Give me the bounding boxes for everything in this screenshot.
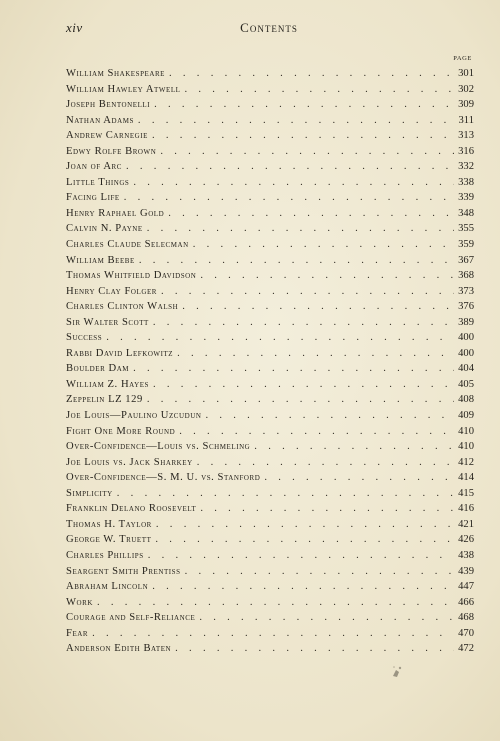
- toc-entry: [66, 315, 474, 331]
- toc-entry-title: Over-Confidence—S. M. U. vs. Stanford: [66, 472, 261, 484]
- toc-entry: [66, 159, 474, 175]
- toc-entry-page-number: 421: [458, 518, 474, 530]
- toc-entry: [66, 361, 474, 377]
- toc-entry-title: Seargent Smith Prentiss: [66, 565, 181, 577]
- toc-entry-title: Charles Phillips: [66, 549, 144, 561]
- dot-leader: [134, 113, 454, 129]
- toc-entry-title: Fear: [66, 627, 89, 639]
- dot-leader: [180, 82, 454, 98]
- toc-entry-page-number: 438: [458, 549, 474, 561]
- toc-entry: [66, 548, 474, 564]
- dot-leader: [196, 268, 454, 284]
- toc-entry-page-number: 389: [458, 316, 474, 328]
- toc-entry-title: Nathan Adams: [66, 114, 134, 126]
- toc-entry-title: Zeppelin LZ 129: [66, 394, 143, 406]
- toc-entry-title: Over-Confidence—Louis vs. Schmeling: [66, 441, 251, 453]
- toc-entry: [66, 221, 474, 237]
- toc-entry-title: Rabbi David Lefkowitz: [66, 347, 174, 359]
- toc-entry-page-number: 367: [458, 254, 474, 266]
- toc-entry: [66, 268, 474, 284]
- dot-leader: [120, 190, 454, 206]
- toc-entry-page-number: 311: [458, 114, 474, 126]
- toc-entry-page-number: 447: [458, 581, 474, 593]
- toc-entry-title: Charles Clinton Walsh: [66, 301, 179, 313]
- dot-leader: [171, 641, 454, 657]
- toc-entry-title: Henry Clay Folger: [66, 285, 157, 297]
- dot-leader: [165, 66, 454, 82]
- toc-entry-page-number: 415: [458, 487, 474, 499]
- toc-entry-page-number: 410: [458, 441, 474, 453]
- toc-entry-page-number: 332: [458, 161, 474, 173]
- toc-entry-page-number: 338: [458, 176, 474, 188]
- toc-entry-title: Charles Claude Selecman: [66, 239, 189, 251]
- page-column-label: PAGE: [453, 55, 472, 62]
- toc-entry-title: Facing Life: [66, 192, 120, 204]
- toc-entry: [66, 408, 474, 424]
- dot-leader: [148, 128, 454, 144]
- dot-leader: [195, 610, 454, 626]
- toc-entry-title: Abraham Lincoln: [66, 581, 149, 593]
- toc-entry: [66, 346, 474, 362]
- toc-entry-title: William Shakespeare: [66, 68, 165, 79]
- dot-leader: [149, 377, 454, 393]
- dot-leader: [164, 206, 454, 222]
- toc-entry-page-number: 376: [458, 301, 474, 313]
- dot-leader: [129, 175, 454, 191]
- toc-entry-title: Fight One More Round: [66, 425, 176, 437]
- toc-entry-page-number: 426: [458, 534, 474, 546]
- toc-entry: [66, 237, 474, 253]
- toc-entry-page-number: 355: [458, 223, 474, 235]
- toc-entry-page-number: 466: [458, 596, 474, 608]
- toc-entry-page-number: 302: [458, 83, 474, 95]
- toc-entry-page-number: 404: [458, 363, 474, 375]
- toc-entry-title: William Z. Hayes: [66, 378, 149, 390]
- dot-leader: [93, 595, 454, 611]
- toc-entry-title: William Hawley Atwell: [66, 83, 181, 95]
- running-title: Contents: [240, 20, 298, 35]
- dot-leader: [143, 392, 454, 408]
- dot-leader: [178, 299, 454, 315]
- toc-entry: [66, 299, 474, 315]
- ink-speck-mark: [390, 664, 404, 680]
- dot-leader: [175, 424, 454, 440]
- toc-entry: [66, 579, 474, 595]
- toc-entry-title: Joseph Bentonelli: [66, 99, 151, 111]
- page-folio: xiv: [66, 20, 83, 35]
- toc-entry: [66, 82, 474, 98]
- toc-entry-title: Courage and Self-Reliance: [66, 612, 196, 624]
- toc-entry: [66, 128, 474, 144]
- toc-entry-title: Little Things: [66, 176, 130, 188]
- dot-leader: [181, 564, 454, 580]
- toc-entry-page-number: 412: [458, 456, 474, 468]
- toc-entry: [66, 66, 474, 82]
- toc-entry-page-number: 468: [458, 612, 474, 624]
- dot-leader: [152, 517, 454, 533]
- dot-leader: [148, 579, 454, 595]
- toc-entry-title: Work: [66, 596, 93, 608]
- toc-entry-title: George W. Truett: [66, 534, 152, 546]
- dot-leader: [193, 455, 454, 471]
- toc-entry: [66, 253, 474, 269]
- toc-entry-page-number: 359: [458, 239, 474, 251]
- toc-entry: [66, 532, 474, 548]
- toc-entry-page-number: 416: [458, 503, 474, 515]
- dot-leader: [149, 315, 454, 331]
- toc-entry-title: Sir Walter Scott: [66, 316, 149, 328]
- toc-entry-page-number: 400: [458, 347, 474, 359]
- toc-entry-title: Success: [66, 332, 103, 344]
- contents-list: [66, 66, 474, 657]
- toc-entry: [66, 626, 474, 642]
- page-header: [66, 20, 472, 40]
- toc-entry: [66, 486, 474, 502]
- dot-leader: [144, 548, 454, 564]
- dot-leader: [151, 532, 454, 548]
- toc-entry: [66, 206, 474, 222]
- toc-entry: [66, 392, 474, 408]
- toc-entry-page-number: 348: [458, 207, 474, 219]
- dot-leader: [156, 144, 454, 160]
- toc-entry-page-number: 313: [458, 130, 474, 142]
- toc-entry: [66, 564, 474, 580]
- toc-entry-title: William Beebe: [66, 254, 135, 266]
- toc-entry-title: Andrew Carnegie: [66, 130, 148, 142]
- toc-entry-title: Joan of Arc: [66, 161, 122, 173]
- dot-leader: [189, 237, 454, 253]
- dot-leader: [102, 330, 454, 346]
- toc-entry-page-number: 339: [458, 192, 474, 204]
- toc-entry-title: Joe Louis—Paulino Uzcudun: [66, 410, 202, 422]
- toc-entry-page-number: 409: [458, 410, 474, 422]
- toc-entry-page-number: 368: [458, 270, 474, 282]
- toc-entry: [66, 439, 474, 455]
- toc-entry: [66, 424, 474, 440]
- toc-entry-page-number: 316: [458, 145, 474, 157]
- dot-leader: [173, 346, 454, 362]
- dot-leader: [122, 159, 454, 175]
- toc-entry: [66, 175, 474, 191]
- toc-entry: [66, 97, 474, 113]
- toc-entry-page-number: 414: [458, 472, 474, 484]
- dot-leader: [250, 439, 454, 455]
- toc-entry: [66, 501, 474, 517]
- dot-leader: [157, 284, 454, 300]
- toc-entry-page-number: 309: [458, 99, 474, 111]
- toc-entry-page-number: 405: [458, 378, 474, 390]
- toc-entry: [66, 144, 474, 160]
- toc-entry-title: Anderson Edith Baten: [66, 643, 172, 655]
- dot-leader: [129, 361, 454, 377]
- toc-entry-title: Edwy Rolfe Brown: [66, 145, 157, 157]
- toc-entry: [66, 113, 474, 129]
- toc-entry: [66, 470, 474, 486]
- toc-entry-title: Boulder Dam: [66, 363, 130, 375]
- toc-entry-page-number: 301: [458, 68, 474, 79]
- toc-entry: [66, 610, 474, 626]
- toc-entry: [66, 455, 474, 471]
- toc-entry-title: Simplicity: [66, 487, 113, 499]
- toc-entry-title: Franklin Delano Roosevelt: [66, 503, 197, 515]
- dot-leader: [143, 221, 454, 237]
- toc-entry-title: Thomas Whitfield Davidson: [66, 270, 197, 282]
- toc-entry-page-number: 373: [458, 285, 474, 297]
- toc-entry: [66, 284, 474, 300]
- dot-leader: [201, 408, 454, 424]
- toc-entry-title: Joe Louis vs. Jack Sharkey: [66, 456, 193, 468]
- toc-entry: [66, 190, 474, 206]
- dot-leader: [113, 486, 454, 502]
- toc-entry-page-number: 408: [458, 394, 474, 406]
- toc-entry-page-number: 472: [458, 643, 474, 655]
- dot-leader: [135, 253, 454, 269]
- dot-leader: [196, 501, 454, 517]
- dot-leader: [260, 470, 454, 486]
- toc-entry-page-number: 439: [458, 565, 474, 577]
- toc-entry: [66, 330, 474, 346]
- toc-entry: [66, 517, 474, 533]
- toc-entry-page-number: 400: [458, 332, 474, 344]
- toc-entry: [66, 595, 474, 611]
- toc-entry-title: Calvin N. Payne: [66, 223, 143, 235]
- toc-entry-page-number: 410: [458, 425, 474, 437]
- toc-entry-page-number: 470: [458, 627, 474, 639]
- toc-entry: [66, 641, 474, 657]
- toc-entry-title: Henry Raphael Gold: [66, 207, 165, 219]
- toc-entry: [66, 377, 474, 393]
- dot-leader: [88, 626, 454, 642]
- dot-leader: [150, 97, 454, 113]
- toc-entry-title: Thomas H. Taylor: [66, 518, 152, 530]
